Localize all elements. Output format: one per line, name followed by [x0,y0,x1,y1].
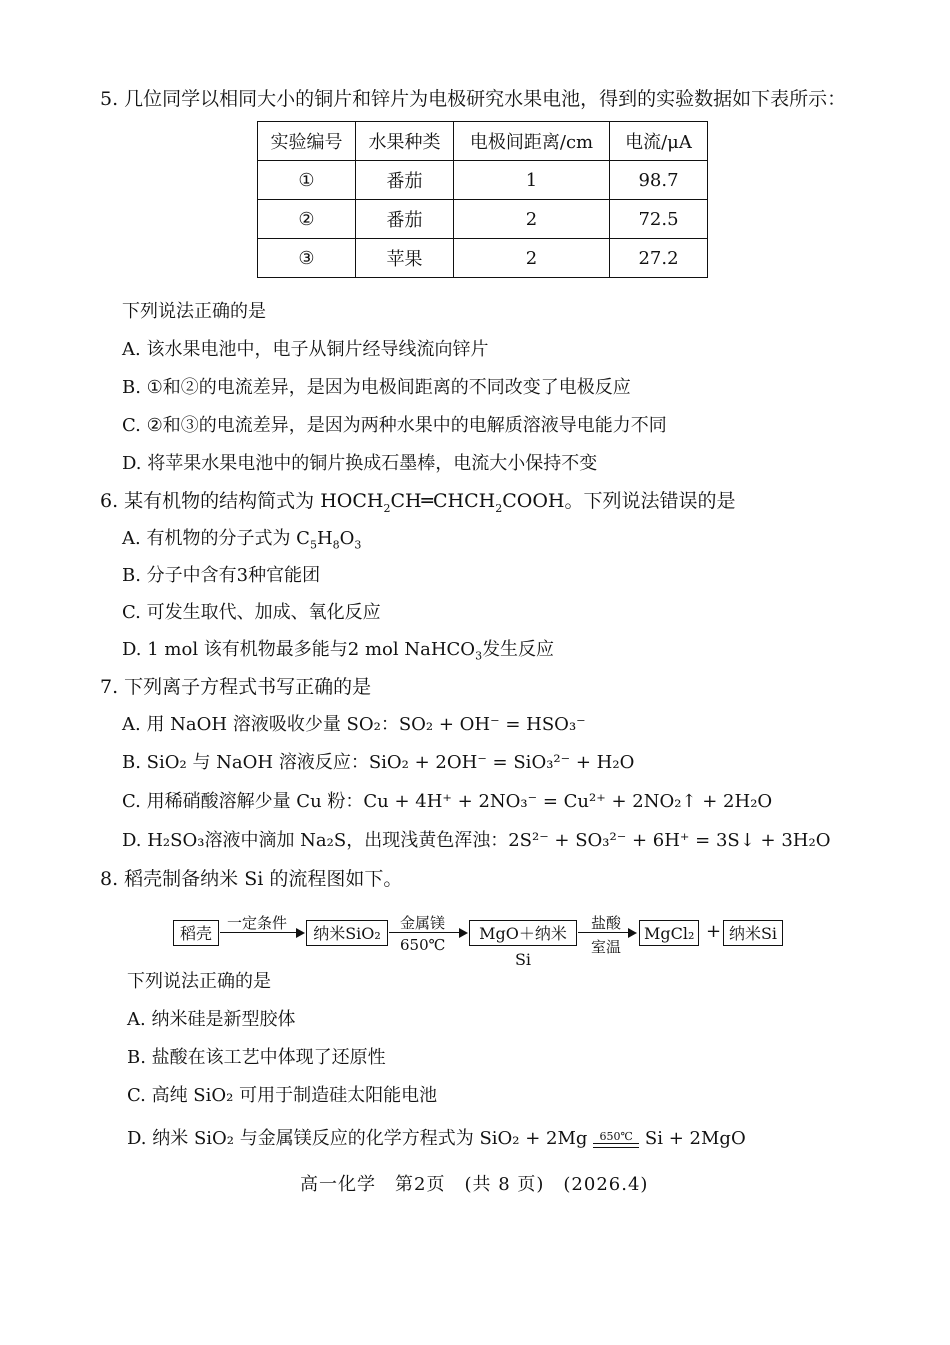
flow-arrow-label: 一定条件 [227,914,288,932]
table-row [258,200,708,239]
q6-option-a-text: A. 有机物的分子式为 C [122,528,310,549]
q5-stem: 5. 几位同学以相同大小的铜片和锌片为电极研究水果电池，得到的实验数据如下表所示： [100,88,847,110]
q8-prompt: 下列说法正确的是 [127,971,271,992]
table-row [258,161,708,200]
subscript: 2 [383,501,391,515]
q5-option-b: B. ①和②的电流差异，是因为电极间距离的不同改变了电极反应 [122,377,631,398]
q8-option-d-text: D. 纳米 SiO₂ 与金属镁反应的化学方程式为 SiO₂ + 2Mg [127,1128,588,1149]
table-header: 水果种类 [356,122,454,161]
q6-stem-part: CH═CHCH [390,490,496,512]
q7-option-a: A. 用 NaOH 溶液吸收少量 SO₂：SO₂ + OH⁻ = HSO₃⁻ [122,714,586,735]
table-cell: 2 [454,200,610,239]
table-cell: 27.2 [610,239,708,278]
table-header: 电极间距离/cm [454,122,610,161]
table-header-row [258,122,708,161]
equals-sign [593,1143,639,1148]
reaction-condition-label: 650℃ [599,1129,633,1143]
flow-arrow-label: 室温 [591,938,622,956]
table-cell: ③ [258,239,356,278]
flow-node-mgcl2: MgCl₂ [639,920,699,946]
q6-option-a [122,524,361,550]
flow-arrow-label: 金属镁 [400,914,446,932]
table-cell: 2 [454,239,610,278]
q6-stem-part: COOH。下列说法错误的是 [502,490,736,512]
table-header: 电流/μA [610,122,708,161]
subscript: 2 [495,501,503,515]
reaction-condition [593,1131,639,1148]
arrow-head-icon [628,928,637,938]
subscript: 3 [354,538,362,552]
subscript: 3 [475,649,483,663]
flow-arrow-label: 650℃ [400,936,446,954]
q8-stem: 8. 稻壳制备纳米 Si 的流程图如下。 [100,868,403,890]
q6-option-d-text: 发生反应 [482,639,555,660]
flow-arrow [578,932,630,933]
table-cell: 1 [454,161,610,200]
q7-option-b: B. SiO₂ 与 NaOH 溶液反应：SiO₂ + 2OH⁻ = SiO₃²⁻ + H₂O [122,752,635,773]
q8-option-d-products: Si + 2MgO [644,1128,746,1149]
q5-prompt: 下列说法正确的是 [122,301,266,322]
table-cell: 番茄 [356,161,454,200]
table-cell: 98.7 [610,161,708,200]
flow-plus: + [706,921,722,942]
flow-arrow [220,932,298,933]
arrow-head-icon [459,928,468,938]
q6-option-d-text: D. 1 mol 该有机物最多能与2 mol NaHCO [122,639,476,660]
q8-option-a: A. 纳米硅是新型胶体 [127,1009,296,1030]
q6-stem-part: 6. 某有机物的结构简式为 HOCH [100,490,384,512]
flow-node-nano-sio2: 纳米SiO₂ [306,920,388,946]
q5-option-d: D. 将苹果水果电池中的铜片换成石墨棒，电流大小保持不变 [122,453,598,474]
q6-stem [100,486,736,513]
flow-arrow [389,932,461,933]
flow-arrow-label: 盐酸 [591,914,622,932]
q6-option-b: B. 分子中含有3种官能团 [122,565,321,586]
arrow-head-icon [296,928,305,938]
flow-node-rice-husk: 稻壳 [173,920,219,946]
fruit-battery-table [257,121,708,278]
q7-option-c: C. 用稀硝酸溶解少量 Cu 粉：Cu + 4H⁺ + 2NO₃⁻ = Cu²⁺ + 2NO₂↑ + 2H₂O [122,791,773,812]
formula-part: H [316,528,333,549]
q7-stem: 7. 下列离子方程式书写正确的是 [100,676,372,698]
q6-option-c: C. 可发生取代、加成、氧化反应 [122,602,381,623]
flow-node-mgo-si: MgO＋纳米Si [469,920,577,946]
table-cell: ① [258,161,356,200]
q5-option-a: A. 该水果电池中，电子从铜片经导线流向锌片 [122,339,489,360]
flow-node-nano-si: 纳米Si [723,920,783,946]
table-row [258,239,708,278]
q8-option-d [127,1124,746,1150]
q6-option-d [122,635,554,661]
table-cell: 72.5 [610,200,708,239]
q8-option-b: B. 盐酸在该工艺中体现了还原性 [127,1047,386,1068]
subscript: 5 [309,538,317,552]
table-header: 实验编号 [258,122,356,161]
table-cell: 苹果 [356,239,454,278]
table-cell: ② [258,200,356,239]
page-footer: 高一化学 第2页 (共 8 页) (2026.4) [300,1174,649,1195]
q8-option-c: C. 高纯 SiO₂ 可用于制造硅太阳能电池 [127,1085,438,1106]
formula-part: O [339,528,355,549]
q7-option-d: D. H₂SO₃溶液中滴加 Na₂S，出现浅黄色浑浊：2S²⁻ + SO₃²⁻ + 6H⁺ = 3S↓ + 3H₂O [122,830,831,851]
subscript: 8 [332,538,340,552]
table-cell: 番茄 [356,200,454,239]
q5-option-c: C. ②和③的电流差异，是因为两种水果中的电解质溶液导电能力不同 [122,415,667,436]
